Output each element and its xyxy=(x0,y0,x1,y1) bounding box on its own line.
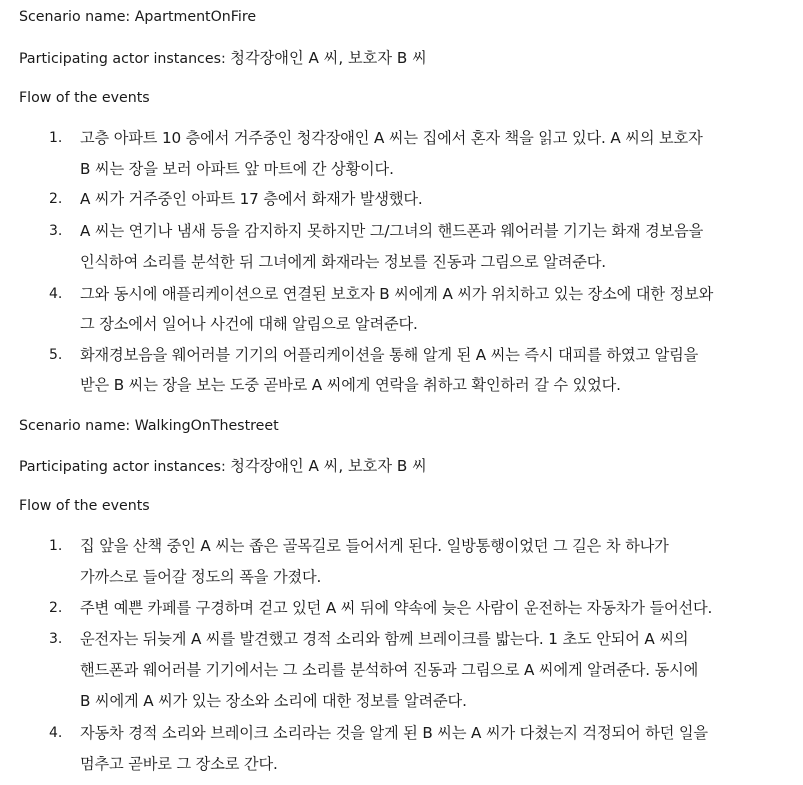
event-number: 1. xyxy=(49,538,63,554)
scenario-name-label: Scenario name: xyxy=(19,418,135,434)
scenario-1-flow-heading: Flow of the events xyxy=(19,90,150,106)
event-number: 4. xyxy=(49,725,63,741)
scenario-2-name xyxy=(19,416,279,436)
scenario-1-name xyxy=(19,7,256,27)
event-text-line: A 씨가 거주중인 아파트 17 층에서 화재가 발생했다. xyxy=(80,190,423,208)
event-number: 2. xyxy=(49,600,63,616)
scenario-name-label: Scenario name: xyxy=(19,9,135,25)
event-text-line: 자동차 경적 소리와 브레이크 소리라는 것을 알게 된 B 씨는 A 씨가 다쳤는지 걱정되어 하던 일을 xyxy=(80,724,708,742)
event-number: 2. xyxy=(49,191,63,207)
event-number: 5. xyxy=(49,347,63,363)
event-number: 3. xyxy=(49,631,63,647)
actors-value: 청각장애인 A 씨, 보호자 B 씨 xyxy=(230,49,427,67)
event-text-line: B 씨는 장을 보러 아파트 앞 마트에 간 상황이다. xyxy=(80,160,394,178)
scenario-name-value: WalkingOnThestreet xyxy=(134,418,279,434)
event-text-line: 운전자는 뒤늦게 A 씨를 발견했고 경적 소리와 함께 브레이크를 밟는다. 1 초도 안되어 A 씨의 xyxy=(80,630,689,648)
event-text-line: 가까스로 들어갈 정도의 폭을 가졌다. xyxy=(80,568,322,586)
scenario-2-actors xyxy=(19,456,427,477)
event-number: 1. xyxy=(49,130,63,146)
actors-value: 청각장애인 A 씨, 보호자 B 씨 xyxy=(230,457,427,475)
event-text-line: 멈추고 곧바로 그 장소로 간다. xyxy=(80,755,278,773)
scenario-1-actors xyxy=(19,48,427,69)
actors-label: Participating actor instances: xyxy=(19,51,231,67)
event-text-line: 화재경보음을 웨어러블 기기의 어플리케이션을 통해 알게 된 A 씨는 즉시 대피를 하였고 알림을 xyxy=(80,346,699,364)
scenario-name-value: ApartmentOnFire xyxy=(134,9,257,25)
event-text-line: 그 장소에서 일어나 사건에 대해 알림으로 알려준다. xyxy=(80,315,418,333)
event-text-line: 고층 아파트 10 층에서 거주중인 청각장애인 A 씨는 집에서 혼자 책을 읽고 있다. A 씨의 보호자 xyxy=(80,129,703,147)
event-text-line: 인식하여 소리를 분석한 뒤 그녀에게 화재라는 정보를 진동과 그림으로 알려준다. xyxy=(80,253,606,271)
event-number: 4. xyxy=(49,286,63,302)
event-text-line: B 씨에게 A 씨가 있는 장소와 소리에 대한 정보를 알려준다. xyxy=(80,692,467,710)
event-text-line: 핸드폰과 웨어러블 기기에서는 그 소리를 분석하여 진동과 그림으로 A 씨에게 알려준다. 동시에 xyxy=(80,661,699,679)
event-text-line: 받은 B 씨는 장을 보는 도중 곧바로 A 씨에게 연락을 취하고 확인하러 갈 수 있었다. xyxy=(80,376,621,394)
scenario-2-flow-heading: Flow of the events xyxy=(19,498,150,514)
event-text-line: 주변 예쁜 카페를 구경하며 걷고 있던 A 씨 뒤에 약속에 늦은 사람이 운전하는 자동차가 들어선다. xyxy=(80,599,713,617)
event-number: 3. xyxy=(49,223,63,239)
event-text-line: 그와 동시에 애플리케이션으로 연결된 보호자 B 씨에게 A 씨가 위치하고 있는 장소에 대한 정보와 xyxy=(80,285,714,303)
event-text-line: A 씨는 연기나 냄새 등을 감지하지 못하지만 그/그녀의 핸드폰과 웨어러블 기기는 화재 경보음을 xyxy=(80,222,704,240)
actors-label: Participating actor instances: xyxy=(19,459,231,475)
event-text-line: 집 앞을 산책 중인 A 씨는 좁은 골목길로 들어서게 된다. 일방통행이었던 그 길은 차 하나가 xyxy=(80,537,669,555)
